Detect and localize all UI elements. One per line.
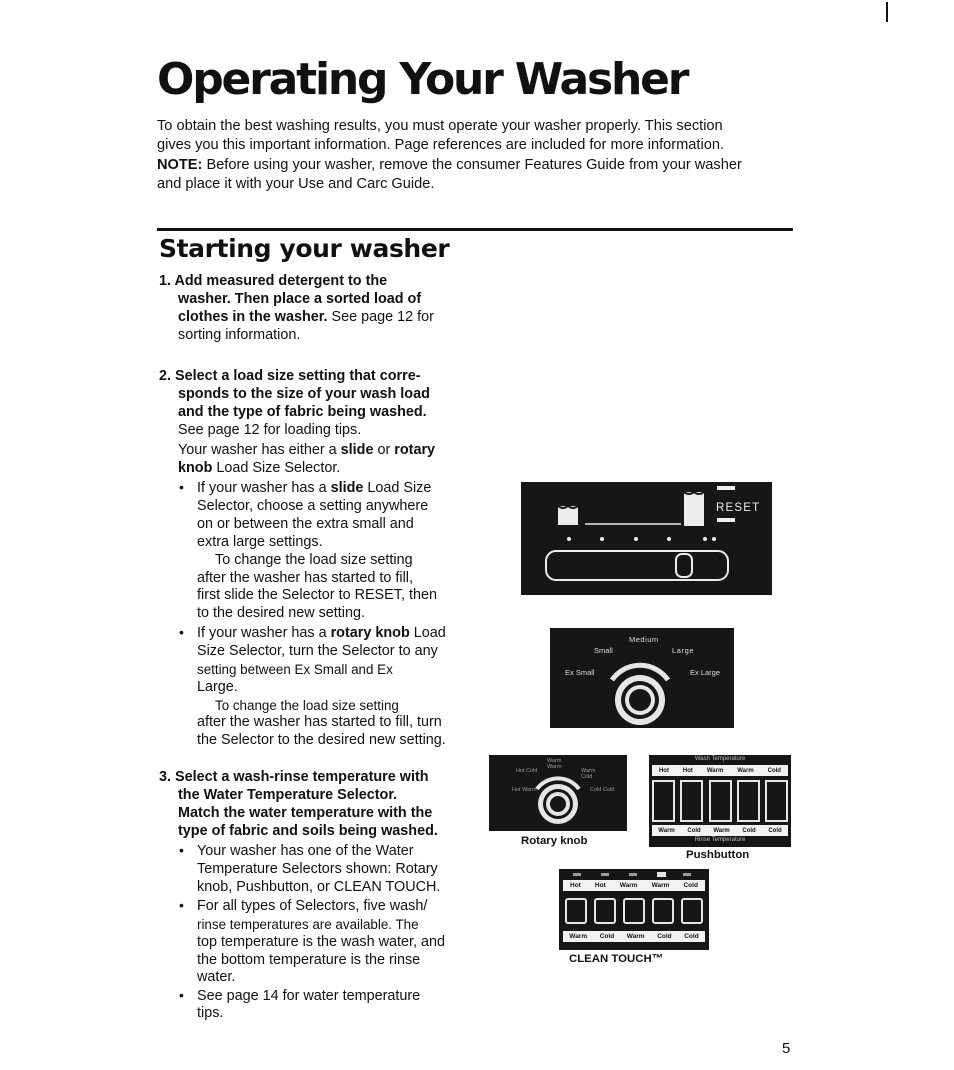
pb-rinse-5: Cold	[768, 827, 782, 834]
pushbutton-4[interactable]	[737, 780, 760, 822]
pushbutton-5[interactable]	[765, 780, 788, 822]
pb-wash-1: Hot	[658, 767, 669, 774]
bullet-dot: •	[179, 897, 184, 913]
change2-line-2: after the washer has started to fill, turn	[197, 714, 442, 730]
pb-wash-4: Warm	[737, 767, 754, 774]
ct-rinse-2: Cold	[599, 933, 615, 940]
step3-line-2: the Water Temperature Selector.	[178, 787, 398, 803]
intro-paragraph	[157, 117, 797, 195]
slide-selector-panel	[521, 482, 772, 595]
b1-line-2: Temperature Selectors shown: Rotary	[197, 861, 438, 877]
step1-line-3	[178, 309, 434, 327]
step2-either-line	[178, 442, 435, 460]
step2-line-4: See page 12 for loading tips.	[178, 422, 362, 438]
pb-rinse-4: Cold	[742, 827, 756, 834]
clean-touch-wash-labels	[563, 880, 705, 891]
page-title: Operating Your Washer	[157, 54, 688, 105]
b2-line-2: rinse temperatures are available. The	[197, 917, 419, 932]
pb-rinse-1: Warm	[658, 827, 675, 834]
ct-rinse-4: Cold	[657, 933, 672, 940]
either-or: or	[373, 442, 395, 458]
change2-line-3: the Selector to the desired new setting.	[197, 732, 446, 748]
slide-line-3: on or between the extra small and	[197, 516, 414, 532]
knob-ex-large-label: Ex Large	[690, 668, 721, 677]
pb-rinse-3: Warm	[713, 827, 730, 834]
step1-rest: See page 12 for	[327, 309, 434, 325]
change1-line-4: to the desired new setting.	[197, 605, 365, 621]
pb-rinse-2: Cold	[687, 827, 701, 834]
step1-line-2: washer. Then place a sorted load of	[178, 291, 422, 307]
page-edge-mark	[886, 2, 888, 22]
temp-cold-cold: Cold Cold	[590, 787, 615, 793]
pushbutton-wash-labels	[652, 765, 788, 776]
b2-line-3: top temperature is the wash water, and	[197, 934, 445, 950]
pushbutton-1[interactable]	[652, 780, 675, 822]
either-a: Your washer has either a	[178, 442, 341, 458]
clean-touch-pad-5[interactable]	[681, 898, 703, 924]
pb-wash-5: Cold	[767, 767, 781, 774]
knob-large-label: Large	[672, 646, 695, 655]
rotary-a: If your washer has a	[197, 625, 331, 641]
bullet-dot: •	[179, 479, 184, 495]
knob-ex-small-label: Ex Small	[565, 668, 595, 677]
either-knob: knob	[178, 460, 213, 476]
bullet-dot: •	[179, 624, 184, 640]
slide-b: slide	[330, 480, 364, 496]
ct-wash-1: Hot	[570, 882, 581, 889]
slide-panel-art	[521, 482, 772, 595]
rotary-knob-caption: Rotary knob	[521, 835, 588, 847]
clean-touch-pad-3[interactable]	[623, 898, 645, 924]
step1-line-4: sorting information.	[178, 327, 301, 343]
clean-touch-pad-2[interactable]	[594, 898, 616, 924]
pushbutton-caption: Pushbutton	[686, 849, 750, 861]
note-line-1	[157, 156, 797, 175]
reset-label: RESET	[716, 502, 761, 514]
step3-line-3: Match the water temperature with the	[178, 805, 433, 821]
clean-touch-rinse-labels	[563, 931, 705, 942]
slide-c: Load Size	[363, 480, 432, 496]
clean-touch-pad-4[interactable]	[652, 898, 674, 924]
ct-rinse-5: Cold	[684, 933, 699, 940]
b2-line-4: the bottom temperature is the rinse	[197, 952, 421, 968]
intro-line-2: gives you this important information. Page references are included for more information.	[157, 137, 725, 154]
slide-line-1	[197, 480, 431, 498]
rotary-b: rotary knob	[330, 625, 410, 641]
bullet-dot: •	[179, 842, 184, 858]
temp-hot-cold: Hot Cold	[516, 768, 538, 774]
ct-wash-5: Cold	[683, 882, 698, 889]
step1-line-1: 1. Add measured detergent to the	[159, 273, 388, 289]
b1-line-1: Your washer has one of the Water	[197, 843, 414, 859]
temp-warm-warm: Warm Warm	[547, 758, 562, 770]
knob-medium-label: Medium	[629, 635, 659, 644]
rotary-c: Load	[409, 625, 446, 641]
rotary-line-3: setting between Ex Small and Ex	[197, 662, 393, 677]
change1-line-1: To change the load size setting	[215, 552, 413, 568]
pushbutton-2[interactable]	[680, 780, 703, 822]
pushbutton-panel	[649, 755, 791, 847]
rotary-line-1	[197, 625, 446, 643]
step3-line-4: type of fabric and soils being washed.	[178, 823, 438, 839]
step2-line-1: 2. Select a load size setting that corre-	[159, 368, 421, 384]
either-selector: Load Size Selector.	[212, 460, 341, 476]
change1-line-3: first slide the Selector to RESET, then	[197, 587, 437, 603]
section-heading: Starting your washer	[159, 234, 450, 263]
step1-bold: clothes in the washer.	[178, 309, 328, 325]
page-number: 5	[782, 1040, 791, 1057]
clean-touch-panel	[559, 869, 709, 950]
knob-small-label: Small	[594, 646, 613, 655]
ct-wash-3: Warm	[619, 882, 638, 889]
clean-touch-caption: CLEAN TOUCH™	[569, 953, 664, 965]
either-rotary: rotary	[394, 442, 436, 458]
temp-knob-panel	[489, 755, 627, 831]
rotary-line-4: Large.	[197, 679, 238, 695]
pb-wash-2: Hot	[682, 767, 693, 774]
ct-rinse-1: Warm	[569, 933, 588, 940]
b1-line-3: knob, Pushbutton, or CLEAN TOUCH.	[197, 879, 441, 895]
step2-knob-line	[178, 460, 340, 478]
clean-touch-pad-1[interactable]	[565, 898, 587, 924]
slide-a: If your washer has a	[197, 480, 331, 496]
clean-touch-row	[565, 898, 703, 924]
ct-wash-4: Warm	[651, 882, 670, 889]
bullet-dot: •	[179, 987, 184, 1003]
step2-line-2: sponds to the size of your wash load	[178, 386, 430, 402]
pushbutton-row	[652, 780, 788, 822]
ct-wash-2: Hot	[594, 882, 606, 889]
either-slide: slide	[340, 442, 374, 458]
step3-line-1: 3. Select a wash-rinse temperature with	[159, 769, 429, 785]
temp-hot-warm: Hot Warm	[512, 787, 537, 793]
load-knob-panel	[550, 628, 734, 728]
temp-warm-cold: Warm Cold	[581, 768, 596, 780]
intro-line-1: To obtain the best washing results, you must operate your washer properly. This section	[157, 118, 723, 134]
pushbutton-3[interactable]	[709, 780, 732, 822]
ct-rinse-3: Warm	[626, 933, 645, 940]
slide-line-4: extra large settings.	[197, 534, 323, 550]
note-label: NOTE:	[157, 156, 203, 173]
slide-line-2: Selector, choose a setting anywhere	[197, 498, 429, 514]
change1-line-2: after the washer has started to fill,	[197, 570, 413, 586]
b3-line-2: tips.	[197, 1005, 224, 1021]
note-text-1: Before using your washer, remove the consumer Features Guide from your washer	[202, 156, 742, 173]
pushbutton-header: Wash Temperature	[694, 756, 746, 762]
b2-line-1: For all types of Selectors, five wash/	[197, 898, 428, 914]
rotary-line-2: Size Selector, turn the Selector to any	[197, 643, 438, 659]
note-line-2: and place it with your Use and Carc Guide.	[157, 176, 435, 193]
b3-line-1: See page 14 for water temperature	[197, 988, 421, 1004]
change2-line-1: To change the load size setting	[215, 698, 399, 713]
b2-line-5: water.	[197, 969, 236, 985]
step2-line-3: and the type of fabric being washed.	[178, 404, 427, 420]
pb-wash-3: Warm	[706, 767, 724, 774]
pushbutton-footer: Rinse Temperature	[694, 837, 746, 843]
pushbutton-rinse-labels	[652, 825, 788, 836]
